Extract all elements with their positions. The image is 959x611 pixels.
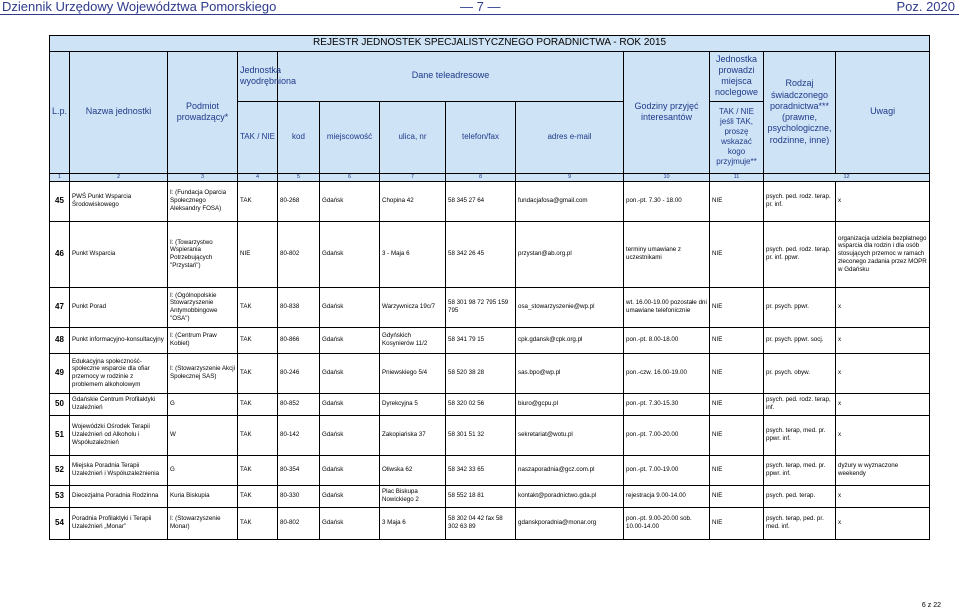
row-name: Punkt Wsparcia	[70, 221, 168, 287]
row-name: Diecezjalna Poradnia Rodzinna	[70, 485, 168, 507]
row-phone: 58 345 27 64	[446, 181, 516, 221]
row-separate: TAK	[238, 181, 278, 221]
row-phone: 58 520 38 28	[446, 353, 516, 393]
page-header	[0, 0, 959, 14]
col-kind: Rodzaj świadczonego poradnictwa*** (prawne, psychologiczne, rodzinne, inne)	[764, 51, 836, 173]
col-number: 10	[624, 173, 710, 181]
row-kind: pr. psych. obyw.	[764, 353, 836, 393]
row-hours: pon.-pt. 7.30-15.30	[624, 393, 710, 415]
row-night: NIE	[710, 485, 764, 507]
table-row	[50, 507, 930, 539]
row-name: Edukacyjna społeczność- społeczne wsparcie dla ofiar przemocy w rodzinie z problemem alkoholowym	[70, 353, 168, 393]
row-separate: TAK	[238, 455, 278, 485]
table-row	[50, 287, 930, 327]
row-city: Gdańsk	[320, 353, 380, 393]
col-city: miejscowość	[320, 101, 380, 173]
row-lp: 54	[50, 507, 70, 539]
col-notes: Uwagi	[836, 51, 930, 173]
page-number: — 7 —	[460, 0, 501, 14]
table-row	[50, 455, 930, 485]
row-email: fundacjafosa@gmail.com	[516, 181, 624, 221]
row-name: PWŚ Punkt Wsparcia Środowiskowego	[70, 181, 168, 221]
row-kod: 80-354	[278, 455, 320, 485]
row-email: naszaporadnia@gcz.com.pl	[516, 455, 624, 485]
row-kod: 80-852	[278, 393, 320, 415]
row-provider: Kuria Biskupia	[168, 485, 238, 507]
row-provider: W	[168, 415, 238, 455]
row-notes: x	[836, 393, 930, 415]
row-provider: G	[168, 393, 238, 415]
row-lp: 46	[50, 221, 70, 287]
col-number: 2	[70, 173, 168, 181]
col-number: 4	[238, 173, 278, 181]
row-city: Gdańsk	[320, 393, 380, 415]
row-name: Punkt Porad	[70, 287, 168, 327]
col-night: Jednostka prowadzi miejsca noclegowe	[710, 51, 764, 101]
row-notes: x	[836, 485, 930, 507]
row-night: NIE	[710, 181, 764, 221]
row-city: Gdańsk	[320, 507, 380, 539]
row-kod: 80-330	[278, 485, 320, 507]
col-number: 11	[710, 173, 764, 181]
position-number: Poz. 2020	[896, 0, 955, 14]
row-lp: 49	[50, 353, 70, 393]
row-city: Gdańsk	[320, 221, 380, 287]
row-email: kontakt@poradnictwo.gda.pl	[516, 485, 624, 507]
row-notes: x	[836, 507, 930, 539]
row-city: Gdańsk	[320, 455, 380, 485]
row-separate: TAK	[238, 353, 278, 393]
col-street: ulica, nr	[380, 101, 446, 173]
row-hours: pon.-pt. 7.30 - 18.00	[624, 181, 710, 221]
row-kind: pr. psych. ppwr. socj.	[764, 327, 836, 353]
row-hours: rejestracja 9.00-14.00	[624, 485, 710, 507]
row-kind: psych. terap, med. pr. ppwr. inf.	[764, 415, 836, 455]
row-notes: x	[836, 181, 930, 221]
row-hours: pon.-pt. 9.00-20.00 sob. 10.00-14.00	[624, 507, 710, 539]
row-lp: 45	[50, 181, 70, 221]
row-provider: I: (Fundacja Oparcia Społecznego Aleksandry FOSA)	[168, 181, 238, 221]
row-lp: 51	[50, 415, 70, 455]
row-separate: TAK	[238, 287, 278, 327]
row-kind: psych. ped. terap.	[764, 485, 836, 507]
row-night: NIE	[710, 287, 764, 327]
row-phone: 58 552 18 81	[446, 485, 516, 507]
row-hours: wt. 16.00-19.00 pozostałe dni umawiane telefonicznie	[624, 287, 710, 327]
register-table	[49, 35, 930, 540]
header-rule	[0, 14, 959, 15]
row-provider: I: (Stowarzyszenie Monar)	[168, 507, 238, 539]
row-street: Pniewskiego 5/4	[380, 353, 446, 393]
row-kind: pr. psych. ppwr.	[764, 287, 836, 327]
row-street: Warzywnicza 19c/7	[380, 287, 446, 327]
row-night: NIE	[710, 415, 764, 455]
col-hours: Godziny przyjęć interesantów	[624, 51, 710, 173]
row-separate: TAK	[238, 393, 278, 415]
col-phone: telefon/fax	[446, 101, 516, 173]
table-row	[50, 485, 930, 507]
col-lp: L.p.	[50, 51, 70, 173]
table-row	[50, 181, 930, 221]
col-email: adres e-mail	[516, 101, 624, 173]
row-email: biuro@gcpu.pl	[516, 393, 624, 415]
row-street: Zakopiańska 37	[380, 415, 446, 455]
row-separate: TAK	[238, 485, 278, 507]
col-number: 5	[278, 173, 320, 181]
table-row	[50, 353, 930, 393]
row-provider: I: (Centrum Praw Kobiet)	[168, 327, 238, 353]
col-provider: Podmiot prowadzący*	[168, 51, 238, 173]
row-kind: psych. ped. rodz. terap, inf.	[764, 393, 836, 415]
row-hours: pon.-czw. 16.00-19.00	[624, 353, 710, 393]
row-email: sas.bpo@wp.pl	[516, 353, 624, 393]
row-notes: organizacja udziela bezpłatnego wsparcia dla rodzin i dla osób stosujących przemoc w ramach zleconego zadania przez MOPR w Gdańsku	[836, 221, 930, 287]
row-name: Gdańskie Centrum Profilaktyki Uzależnień	[70, 393, 168, 415]
row-separate: TAK	[238, 415, 278, 455]
row-phone: 58 320 02 56	[446, 393, 516, 415]
row-kod: 80-142	[278, 415, 320, 455]
row-lp: 53	[50, 485, 70, 507]
col-number: 12	[764, 173, 930, 181]
row-phone: 58 301 98 72 795 159 795	[446, 287, 516, 327]
row-phone: 58 301 51 32	[446, 415, 516, 455]
row-street: 3 - Maja 6	[380, 221, 446, 287]
row-city: Gdańsk	[320, 181, 380, 221]
row-night: NIE	[710, 507, 764, 539]
row-email: przystan@ab.org.pl	[516, 221, 624, 287]
row-notes: x	[836, 353, 930, 393]
col-kod: kod	[278, 101, 320, 173]
row-phone: 58 342 26 45	[446, 221, 516, 287]
row-kod: 80-246	[278, 353, 320, 393]
row-hours: pon.-pt. 8.00-18.00	[624, 327, 710, 353]
table-row	[50, 221, 930, 287]
row-provider: I: (Towarzystwo Wspierania Potrzebujących "Przystań")	[168, 221, 238, 287]
table-row	[50, 415, 930, 455]
row-name: Miejska Poradnia Terapii Uzależnień i Współuzależnienia	[70, 455, 168, 485]
row-separate: TAK	[238, 327, 278, 353]
journal-title: Dziennik Urzędowy Województwa Pomorskiego	[2, 0, 277, 14]
col-contact-data: Dane teleadresowe	[278, 51, 624, 101]
col-separate: Jednostka wyodrębniona	[238, 51, 278, 101]
row-provider: I: (Ogólnopolskie Stowarzyszenie Antymobbingowe "OSA")	[168, 287, 238, 327]
row-name: Wojewódzki Ośrodek Terapii Uzależnień od Alkoholu i Współuzależnień	[70, 415, 168, 455]
row-street: 3 Maja 6	[380, 507, 446, 539]
row-kod: 80-866	[278, 327, 320, 353]
col-separate-taknie: TAK / NIE	[238, 101, 278, 173]
row-lp: 50	[50, 393, 70, 415]
table-row	[50, 327, 930, 353]
row-hours: pon.-pt. 7.00-19.00	[624, 455, 710, 485]
col-number: 3	[168, 173, 238, 181]
row-notes: x	[836, 327, 930, 353]
row-street: Gdyńskich Kosynierów 11/2	[380, 327, 446, 353]
row-hours: terminy umawiane z uczestnikami	[624, 221, 710, 287]
row-city: Gdańsk	[320, 485, 380, 507]
table-row	[50, 393, 930, 415]
row-email: osa_stowarzyszenie@wp.pl	[516, 287, 624, 327]
col-name: Nazwa jednostki	[70, 51, 168, 173]
row-night: NIE	[710, 353, 764, 393]
row-kod: 80-802	[278, 221, 320, 287]
row-separate: TAK	[238, 507, 278, 539]
col-number: 1	[50, 173, 70, 181]
col-number: 9	[516, 173, 624, 181]
row-email: cpk.gdansk@cpk.org.pl	[516, 327, 624, 353]
row-email: sekretariat@wotu.pl	[516, 415, 624, 455]
row-provider: G	[168, 455, 238, 485]
row-provider: I: (Stowarzyszenie Akcji Społecznej SAS)	[168, 353, 238, 393]
row-lp: 48	[50, 327, 70, 353]
row-night: NIE	[710, 221, 764, 287]
row-name: Poradnia Profilaktyki i Terapii Uzależnień „Monar”	[70, 507, 168, 539]
row-notes: x	[836, 415, 930, 455]
row-separate: NIE	[238, 221, 278, 287]
row-night: NIE	[710, 327, 764, 353]
row-kod: 80-802	[278, 507, 320, 539]
row-city: Gdańsk	[320, 287, 380, 327]
row-street: Plac Biskupa Nowickiego 2	[380, 485, 446, 507]
row-night: NIE	[710, 455, 764, 485]
col-night-who: TAK / NIE jeśli TAK, proszę wskazać kogo przyjmuje**	[710, 101, 764, 173]
row-email: gdanskporadnia@monar.org	[516, 507, 624, 539]
row-hours: pon.-pt. 7.00-20.00	[624, 415, 710, 455]
row-city: Gdańsk	[320, 327, 380, 353]
row-kod: 80-268	[278, 181, 320, 221]
col-number: 7	[380, 173, 446, 181]
row-street: Oliwska 62	[380, 455, 446, 485]
row-lp: 52	[50, 455, 70, 485]
page-footer: 6 z 22	[921, 602, 941, 609]
row-kod: 80-838	[278, 287, 320, 327]
row-street: Chopina 42	[380, 181, 446, 221]
row-lp: 47	[50, 287, 70, 327]
row-notes: dyżury w wyznaczone weekendy	[836, 455, 930, 485]
row-phone: 58 342 33 65	[446, 455, 516, 485]
table-title: REJESTR JEDNOSTEK SPECJALISTYCZNEGO PORADNICTWA - ROK 2015	[50, 36, 930, 52]
col-number: 6	[320, 173, 380, 181]
row-kind: psych. ped. rodz. terap. pr. inf.	[764, 181, 836, 221]
row-city: Gdańsk	[320, 415, 380, 455]
row-phone: 58 341 79 15	[446, 327, 516, 353]
row-kind: psych. terap, med. pr. ppwr. inf.	[764, 455, 836, 485]
row-kind: psych. terap, ped. pr. med. inf.	[764, 507, 836, 539]
row-notes: x	[836, 287, 930, 327]
row-phone: 58 302 04 42 fax 58 302 63 89	[446, 507, 516, 539]
col-number: 8	[446, 173, 516, 181]
row-night: NIE	[710, 393, 764, 415]
row-kind: psych. ped. rodz. terap. pr. inf. ppwr.	[764, 221, 836, 287]
row-name: Punkt informacyjno-konsultacyjny	[70, 327, 168, 353]
row-street: Dyrekcyjna 5	[380, 393, 446, 415]
